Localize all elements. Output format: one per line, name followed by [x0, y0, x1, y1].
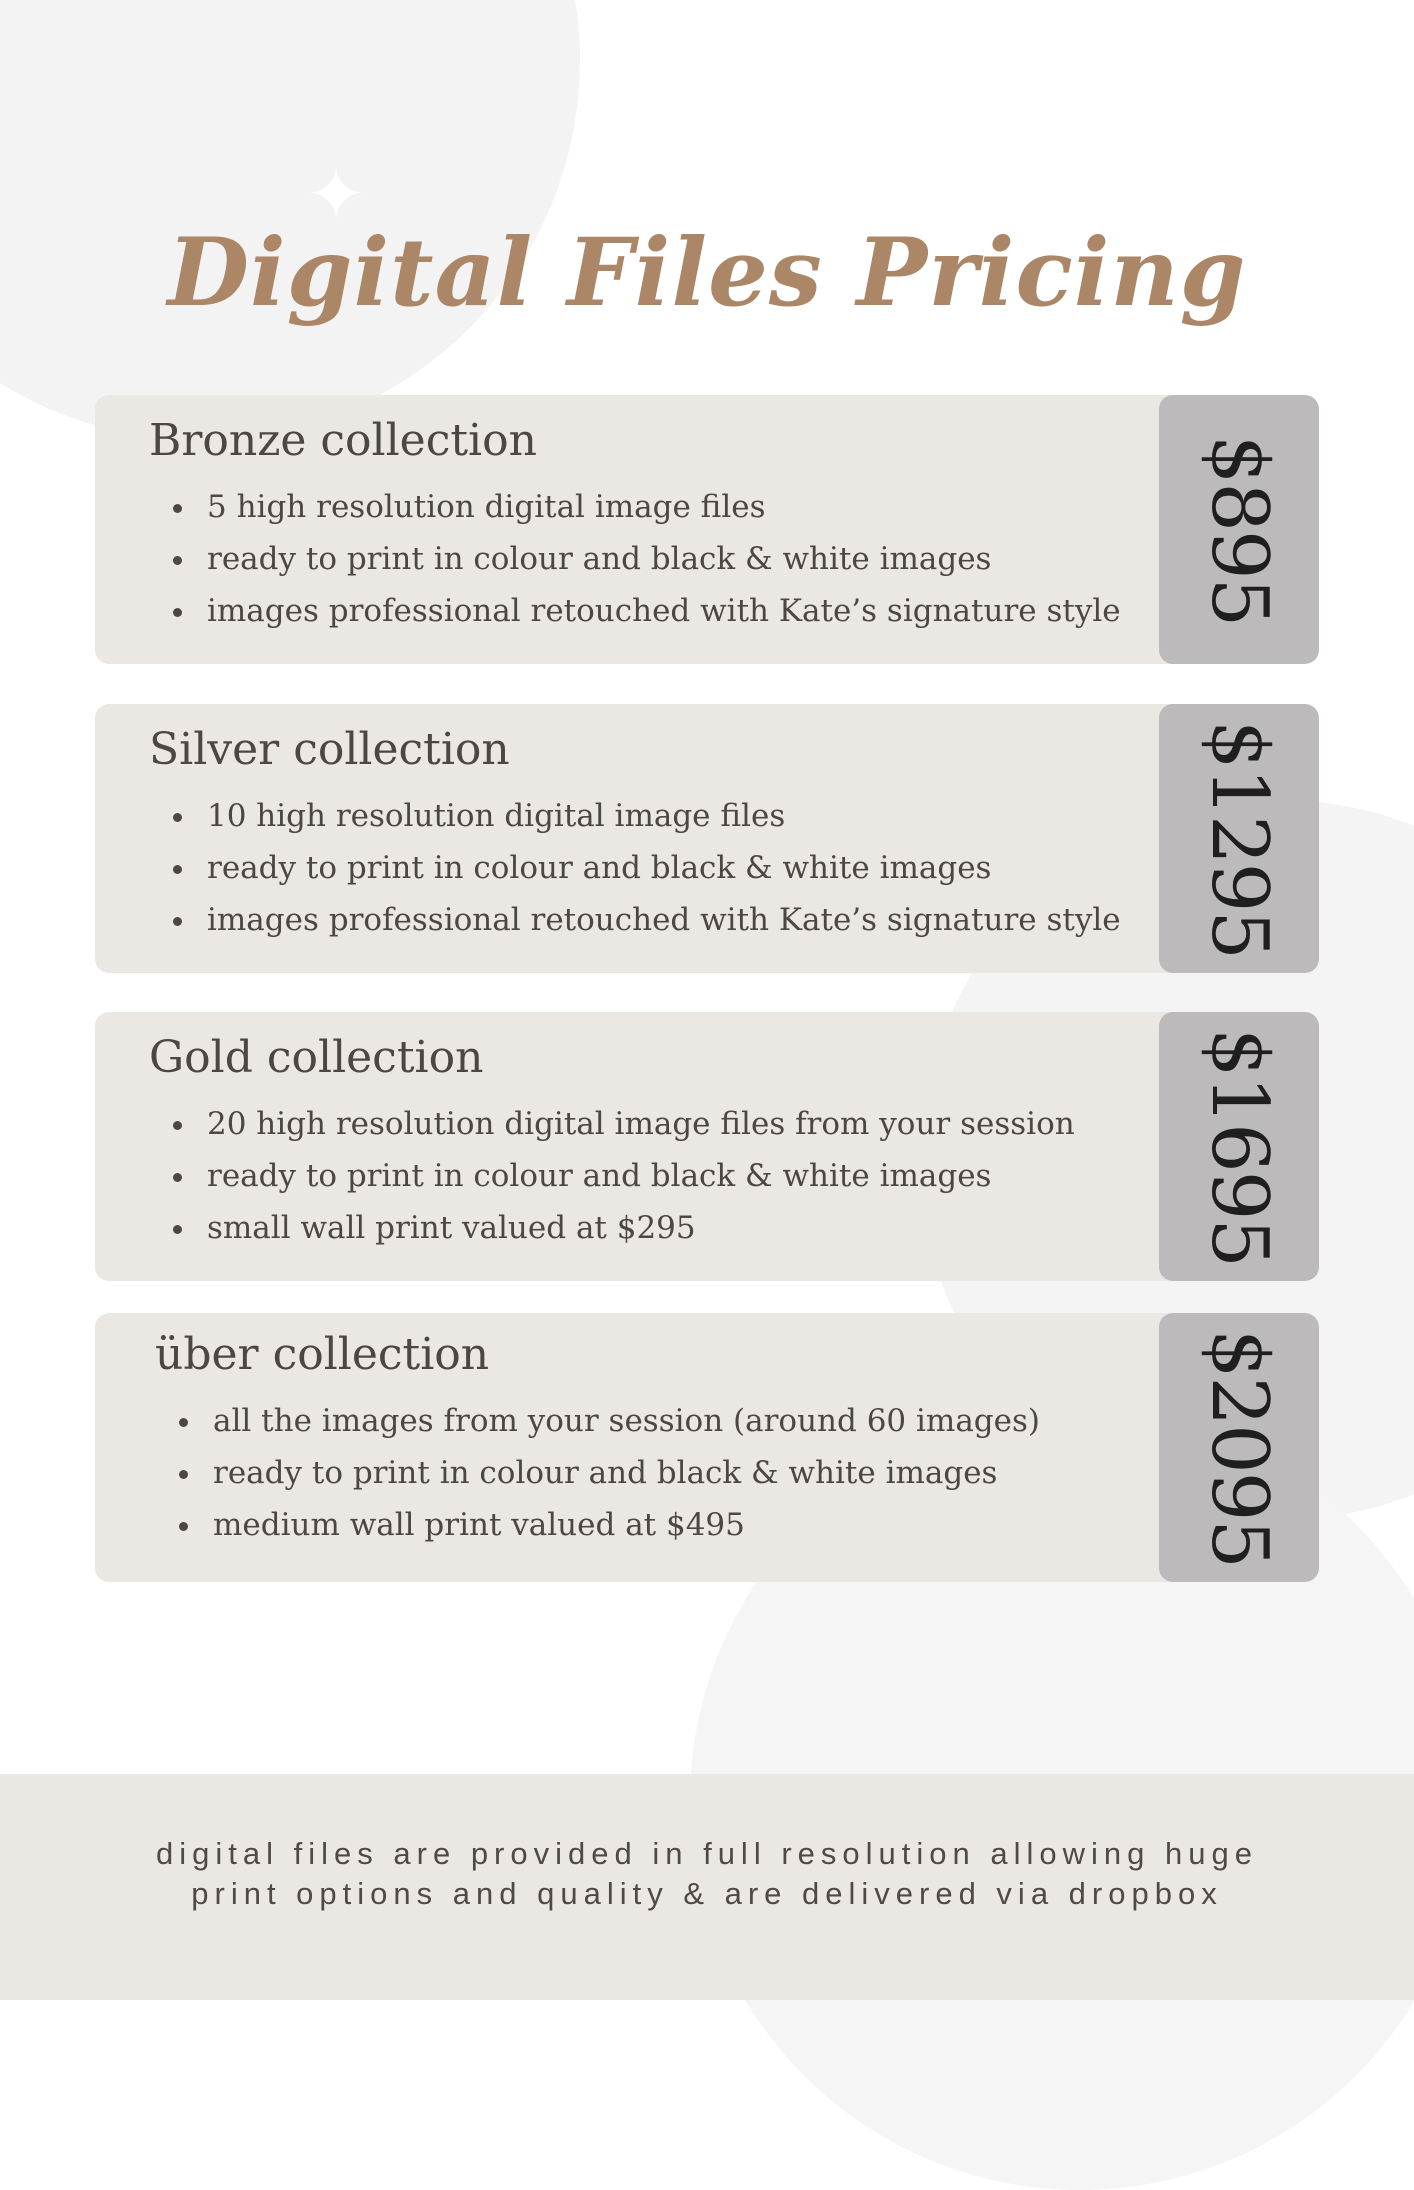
feature-item: 10 high resolution digital image files	[173, 790, 1189, 842]
page-title: Digital Files Pricing	[167, 217, 1247, 328]
gold-collection-card	[95, 1012, 1319, 1281]
collection-content	[155, 1327, 1195, 1551]
silver-collection-card	[95, 704, 1319, 973]
price-label: $895	[1194, 434, 1284, 625]
collection-content	[149, 1030, 1189, 1254]
price-panel	[1159, 1313, 1319, 1582]
uber-collection-card	[95, 1313, 1319, 1582]
feature-item: ready to print in colour and black & white images	[173, 533, 1189, 585]
feature-list	[149, 790, 1189, 946]
feature-list	[149, 481, 1189, 637]
collection-content	[149, 413, 1189, 637]
footer	[0, 1774, 1414, 2000]
feature-item: images professional retouched with Kate’s signature style	[173, 585, 1189, 637]
collection-title: Gold collection	[149, 1032, 484, 1083]
feature-item: ready to print in colour and black & white images	[173, 1150, 1189, 1202]
collection-title: über collection	[155, 1329, 490, 1380]
price-label: $2095	[1194, 1328, 1284, 1567]
collection-title: Bronze collection	[149, 415, 537, 466]
price-panel	[1159, 704, 1319, 973]
sparkle-icon: ✦	[305, 152, 367, 236]
bronze-collection-card	[95, 395, 1319, 664]
footer-line: digital files are provided in full resolution allowing huge	[156, 1836, 1258, 1871]
feature-item: 5 high resolution digital image files	[173, 481, 1189, 533]
price-label: $1695	[1194, 1027, 1284, 1266]
feature-item: images professional retouched with Kate’s signature style	[173, 894, 1189, 946]
price-panel	[1159, 395, 1319, 664]
feature-list	[155, 1395, 1195, 1551]
collection-title: Silver collection	[149, 724, 510, 775]
footer-line: print options and quality & are delivered via dropbox	[191, 1876, 1223, 1911]
feature-item: all the images from your session (around 60 images)	[179, 1395, 1195, 1447]
feature-item: ready to print in colour and black & white images	[179, 1447, 1195, 1499]
price-panel	[1159, 1012, 1319, 1281]
feature-item: 20 high resolution digital image files from your session	[173, 1098, 1189, 1150]
feature-item: small wall print valued at $295	[173, 1202, 1189, 1254]
feature-item: ready to print in colour and black & white images	[173, 842, 1189, 894]
collection-content	[149, 722, 1189, 946]
footer-text	[0, 1834, 1414, 1914]
price-label: $1295	[1194, 719, 1284, 958]
feature-item: medium wall print valued at $495	[179, 1499, 1195, 1551]
feature-list	[149, 1098, 1189, 1254]
